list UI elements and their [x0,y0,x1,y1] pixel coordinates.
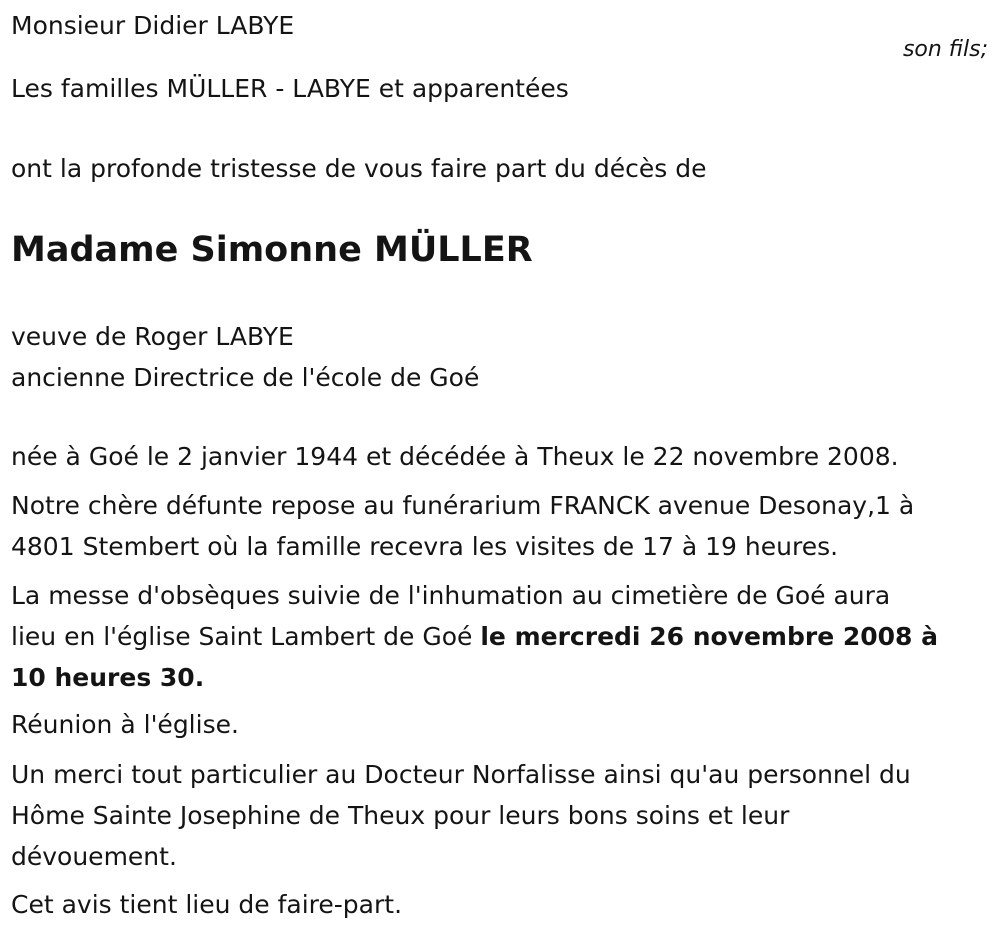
son-relation: son fils; [902,37,988,62]
rest-paragraph [11,485,986,567]
thanks-paragraph [11,754,986,877]
mass-line-1: La messe d'obsèques suivie de l'inhumation au cimetière de Goé aura [11,581,891,610]
thanks-line-3: dévouement. [11,842,177,871]
son-name: Monsieur Didier LABYE [11,11,295,40]
thanks-line-2: Hôme Sainte Josephine de Theux pour leurs bons soins et leur [11,801,790,830]
birth-death-line: née à Goé le 2 janvier 1944 et décédée à Theux le 22 novembre 2008. [11,442,899,471]
announcement-intro: ont la profonde tristesse de vous faire part du décès de [11,154,707,183]
mass-line-2 [11,616,986,657]
closing-line: Cet avis tient lieu de faire-part. [11,890,403,919]
rest-line-1: Notre chère défunte repose au funérarium FRANCK avenue Desonay,1 à [11,491,915,520]
mass-time: 10 heures 30. [11,663,205,692]
meeting-line: Réunion à l'église. [11,710,239,739]
thanks-line-1: Un merci tout particulier au Docteur Norfalisse ainsi qu'au personnel du [11,760,911,789]
occupation-line: ancienne Directrice de l'école de Goé [11,363,480,392]
widow-of-line: veuve de Roger LABYE [11,322,294,351]
mass-paragraph [11,575,986,698]
families-line: Les familles MÜLLER - LABYE et apparentées [11,74,569,103]
mass-date: le mercredi 26 novembre 2008 à [480,622,939,651]
mass-location: lieu en l'église Saint Lambert de Goé [11,622,481,651]
deceased-name: Madame Simonne MÜLLER [11,230,533,270]
rest-line-2: 4801 Stembert où la famille recevra les visites de 17 à 19 heures. [11,532,839,561]
